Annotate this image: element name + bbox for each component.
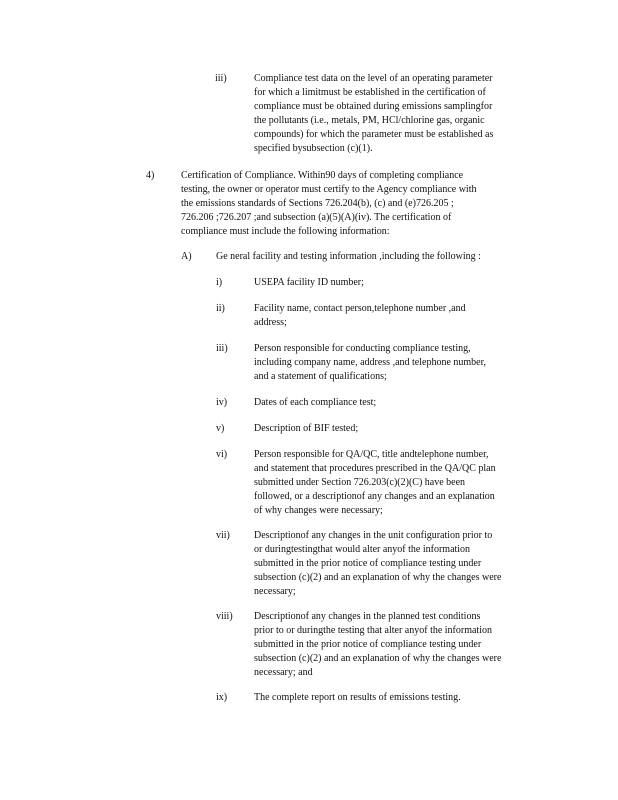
item-text: [254, 276, 540, 290]
text-line: submitted under Section 726.203(c)(2)(C) have been: [254, 477, 466, 488]
text-line: Description of BIF tested;: [254, 423, 359, 434]
item-text: [254, 422, 540, 436]
text-line: Descriptionof any changes in the unit configuration prior to: [254, 530, 493, 541]
item-label: i): [216, 277, 223, 288]
text-line: necessary; and: [254, 667, 313, 678]
item-text: [254, 396, 540, 410]
text-line: the emissions standards of Sections 726.204(b), (c) and (e)726.205 ;: [181, 198, 454, 209]
text-line: Certification of Compliance. Within90 days of completing compliance: [181, 170, 464, 181]
text-line: Facility name, contact person,telephone number ,and: [254, 303, 466, 314]
text-line: Ge neral facility and testing information ,including the following :: [216, 251, 481, 262]
item-label: iv): [216, 397, 228, 408]
item-text: [254, 342, 520, 384]
text-line: and statement that procedures prescribed in the QA/QC plan: [254, 463, 496, 474]
subsection-text: [216, 250, 546, 264]
text-line: subsection (c)(2) and an explanation of why the changes were: [254, 653, 502, 664]
item-text: [254, 72, 540, 156]
text-line: subsection (c)(2) and an explanation of why the changes were: [254, 572, 502, 583]
section-text: [181, 169, 541, 239]
item-label: v): [216, 423, 225, 434]
text-line: 726.206 ;726.207 ;and subsection (a)(5)(A)(iv). The certification of: [181, 212, 452, 223]
text-line: Dates of each compliance test;: [254, 397, 377, 408]
item-label: iii): [215, 73, 227, 84]
text-line: Person responsible for conducting compliance testing,: [254, 343, 471, 354]
text-line: Compliance test data on the level of an operating parameter: [254, 73, 493, 84]
item-label: vi): [216, 449, 228, 460]
text-line: testing, the owner or operator must certify to the Agency compliance with: [181, 184, 477, 195]
text-line: submitted in the prior notice of compliance testing under: [254, 558, 482, 569]
text-line: or duringtestingthat would alter anyof the information: [254, 544, 471, 555]
text-line: prior to or duringthe testing that alter anyof the information: [254, 625, 492, 636]
text-line: specified bysubsection (c)(1).: [254, 143, 373, 154]
text-line: USEPA facility ID number;: [254, 277, 364, 288]
item-label: ii): [216, 303, 225, 314]
text-line: Person responsible for QA/QC, title andtelephone number,: [254, 449, 489, 460]
text-line: submitted in the prior notice of compliance testing under: [254, 639, 482, 650]
item-text: [254, 448, 540, 518]
item-label: vii): [216, 530, 230, 541]
text-line: Descriptionof any changes in the planned test conditions: [254, 611, 481, 622]
item-label: iii): [216, 343, 228, 354]
subsection-label: A): [181, 251, 192, 262]
text-line: compliance must include the following information:: [181, 226, 390, 237]
text-line: of why changes were necessary;: [254, 505, 383, 516]
item-label: viii): [216, 611, 233, 622]
item-text: [254, 529, 544, 599]
item-text: [254, 610, 544, 680]
item-text: [254, 691, 544, 705]
text-line: including company name, address ,and telephone number,: [254, 357, 487, 368]
text-line: the pollutants (i.e., metals, PM, HCl/chlorine gas, organic: [254, 115, 485, 126]
text-line: compounds) for which the parameter must be established as: [254, 129, 494, 140]
text-line: followed, or a descriptionof any changes and an explanation: [254, 491, 495, 502]
text-line: compliance must be obtained during emissions samplingfor: [254, 101, 493, 112]
text-line: The complete report on results of emissions testing.: [254, 692, 461, 703]
text-line: address;: [254, 317, 287, 328]
item-label: ix): [216, 692, 228, 703]
section-label: 4): [146, 170, 155, 181]
item-text: [254, 302, 510, 330]
text-line: and a statement of qualifications;: [254, 371, 387, 382]
text-line: for which a limitmust be established in the certification of: [254, 87, 486, 98]
text-line: necessary;: [254, 586, 296, 597]
